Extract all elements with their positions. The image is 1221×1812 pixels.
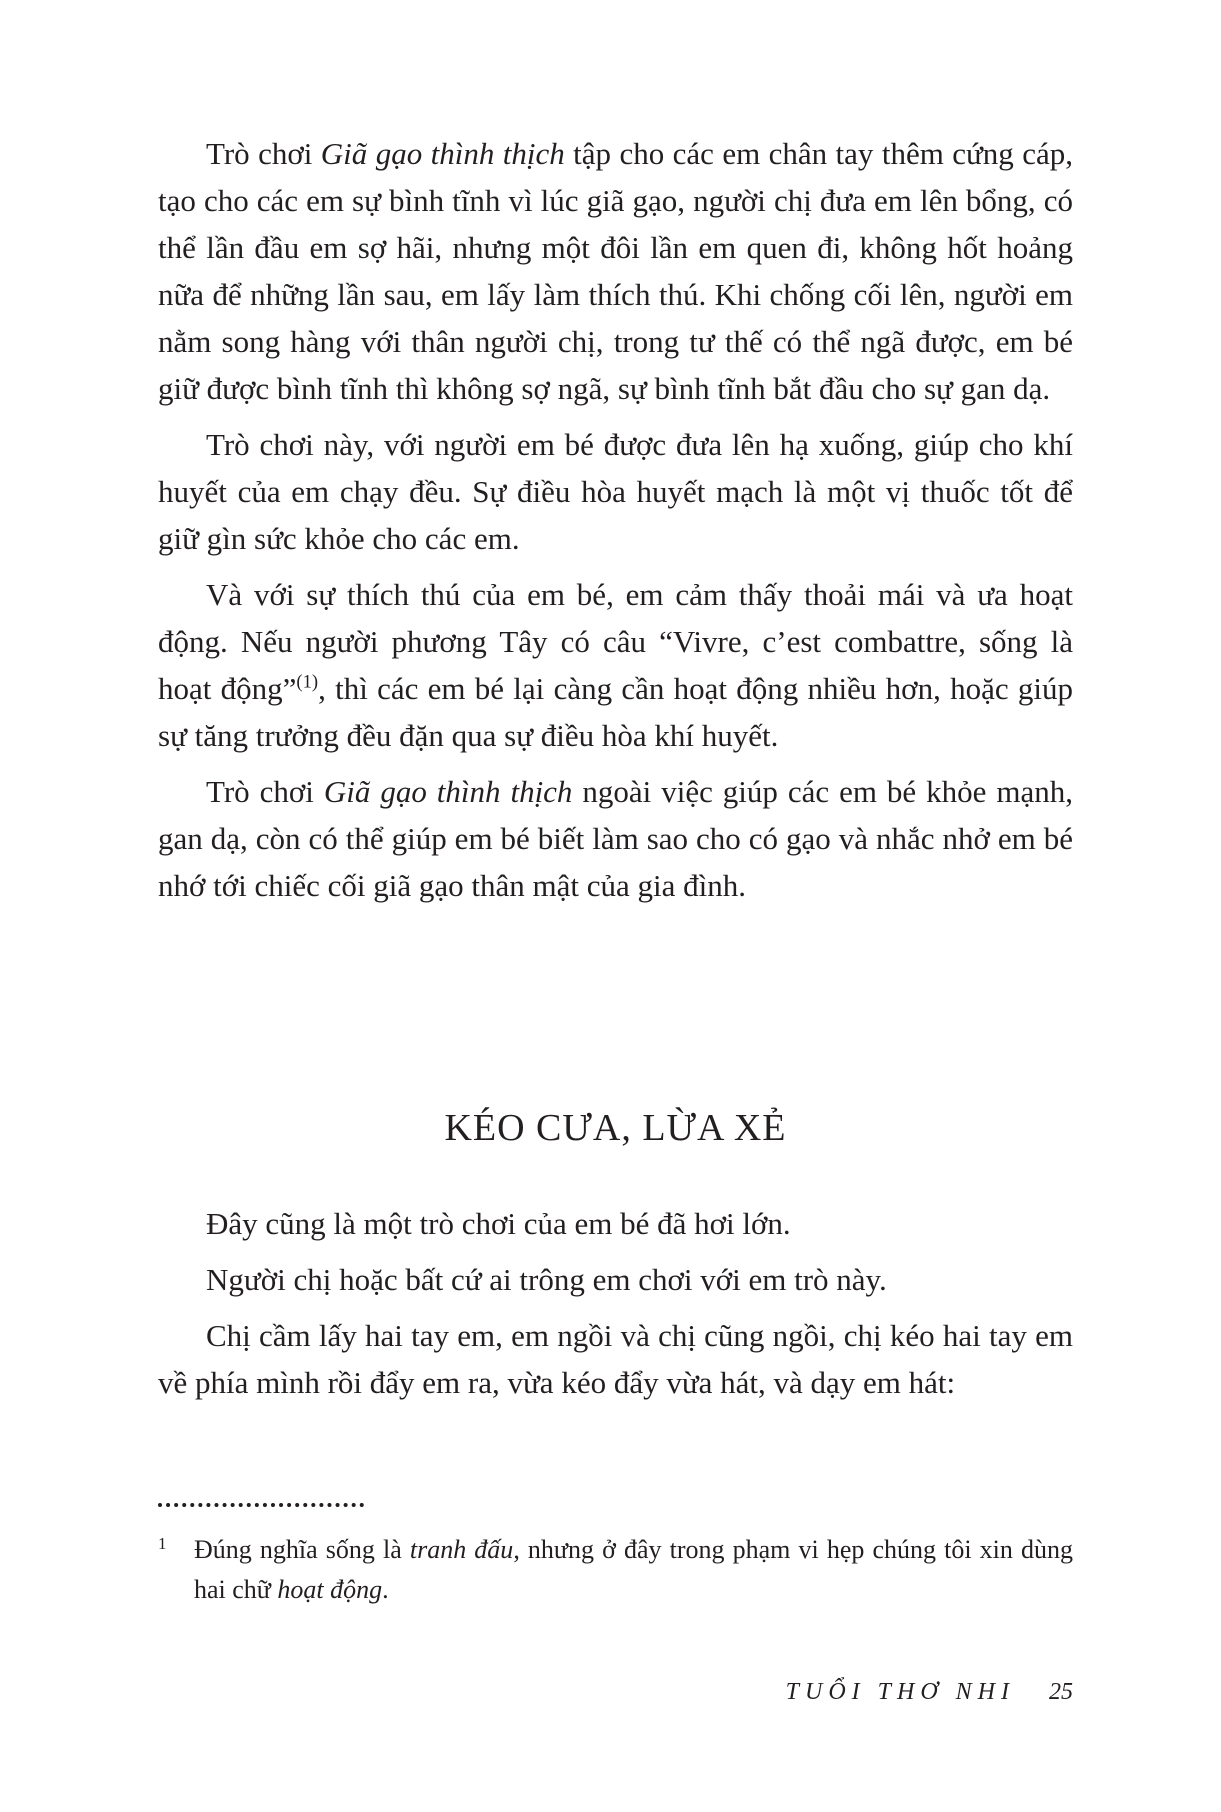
section-paragraph-3: Chị cầm lấy hai tay em, em ngồi và chị cũng ngồi, chị kéo hai tay em về phía mình rồi đẩy em ra, vừa kéo đẩy vừa hát, và dạy em hát: — [158, 1318, 1073, 1400]
paragraph-1 — [158, 130, 1073, 412]
section-title: KÉO CƯA, LỪA XẺ — [444, 1107, 787, 1149]
paragraph-3-text-start: Và với sự thích thú của em bé, em cảm thấy thoải mái và ưa hoạt động. Nếu người phương Tây có câu “Vivre, c’est combattre, sống là hoạt động” — [158, 577, 1073, 706]
page-number: 25 — [1049, 1679, 1073, 1705]
footnote-italic-term: hoạt động — [277, 1575, 383, 1604]
section-text — [158, 1200, 1073, 1415]
footnote-italic-term: tranh đấu — [409, 1535, 514, 1564]
footnote-text-start: Đúng nghĩa sống là — [194, 1535, 410, 1564]
footnote-separator — [158, 1503, 364, 1507]
footnote-text — [194, 1530, 1073, 1610]
footnote — [158, 1530, 1073, 1610]
paragraph-4-text-start: Trò chơi — [206, 774, 324, 809]
footnote-text-end: . — [382, 1575, 389, 1604]
running-footer — [786, 1675, 1073, 1709]
section-paragraph-1: Đây cũng là một trò chơi của em bé đã hơi lớn. — [206, 1206, 791, 1241]
section-paragraph-2: Người chị hoặc bất cứ ai trông em chơi với em trò này. — [206, 1262, 887, 1297]
footnote-text-middle: , nhưng ở đây trong phạm vi hẹp chúng tôi xin dùng hai chữ — [194, 1535, 1073, 1604]
paragraph-2: Trò chơi này, với người em bé được đưa lên hạ xuống, giúp cho khí huyết của em chạy đều. Sự điều hòa huyết mạch là một vị thuốc tốt để giữ gìn sức khỏe cho các em. — [158, 427, 1073, 556]
book-page — [158, 0, 1073, 1812]
game-name-italic: Giã gạo thình thịch — [320, 136, 565, 171]
paragraph-3 — [158, 571, 1073, 759]
game-name-italic: Giã gạo thình thịch — [323, 774, 573, 809]
paragraph-1-text-start: Trò chơi — [206, 136, 321, 171]
body-text — [158, 130, 1073, 918]
paragraph-3-text-end: , thì các em bé lại càng cần hoạt động nhiều hơn, hoặc giúp sự tăng trưởng đều đặn qua sự điều hòa khí huyết. — [158, 671, 1073, 753]
paragraph-1-text-end: tập cho các em chân tay thêm cứng cáp, tạo cho các em sự bình tĩnh vì lúc giã gạo, người chị đưa em lên bổng, có thể lần đầu em sợ hãi, nhưng một đôi lần em quen đi, không hốt hoảng nữa để những lần sau, em lấy làm thích thú. Khi chống cối lên, người em nằm song hàng với thân người chị, trong tư thế có thể ngã được, em bé giữ được bình tĩnh thì không sợ ngã, sự bình tĩnh bắt đầu cho sự gan dạ. — [158, 136, 1073, 406]
book-title: TUỔI THƠ NHI — [785, 1679, 1015, 1705]
paragraph-4-text-end: ngoài việc giúp các em bé khỏe mạnh, gan dạ, còn có thể giúp em bé biết làm sao cho có gạo và nhắc nhở em bé nhớ tới chiếc cối giã gạo thân mật của gia đình. — [158, 774, 1073, 903]
paragraph-4 — [158, 768, 1073, 909]
footnote-reference[interactable]: (1) — [296, 671, 319, 693]
footnote-marker: 1 — [158, 1534, 167, 1553]
